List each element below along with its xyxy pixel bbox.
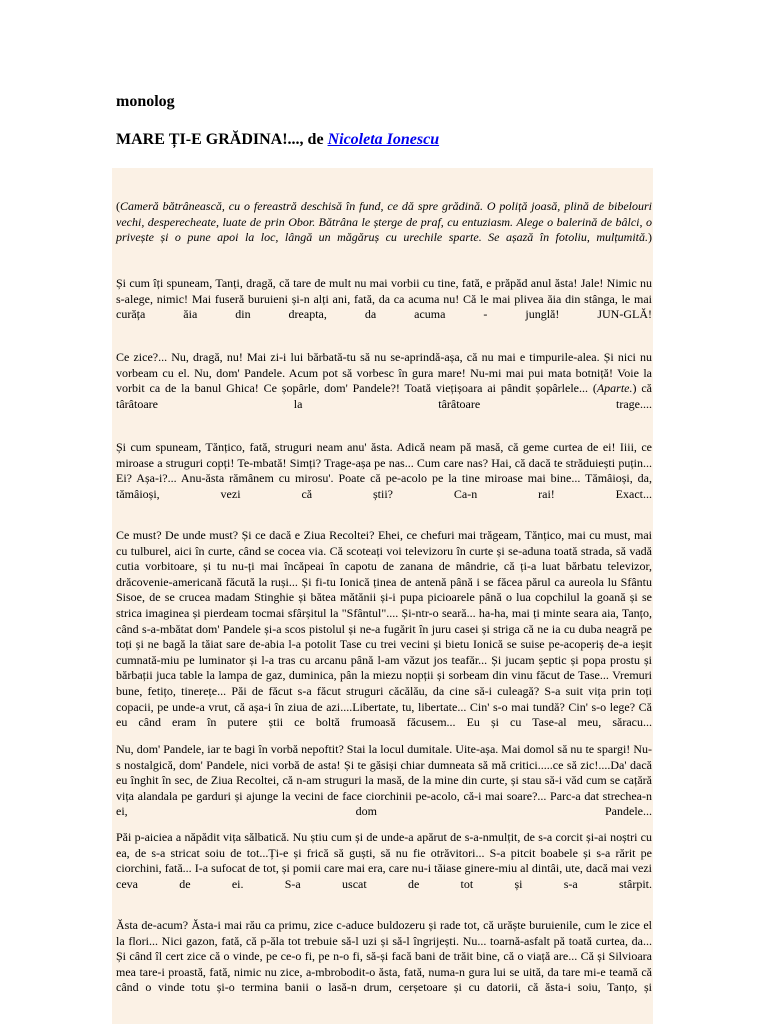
author-link[interactable]: Nicoleta Ionescu — [327, 131, 440, 148]
paragraph-2: Ce zice?... Nu, dragă, nu! Mai zi-i lui bărbată-tu să nu se-aprindă-așa, că nu mai e timpurile-alea. Și nici nu vorbeam cu el. Nu, dom' Pandele. Acum pot să vorbesc în gura mare! Nu-mi mai pui mata botniță! Voie la vorbit ca de la banul Ghica! Ce șopârle, dom' Pandele?! Toată viețișoara ai pândit șopârlele... (Aparte.) că târâtoare la târâtoare trage.... — [116, 350, 652, 411]
stage-direction: (Cameră bătrânească, cu o fereastră deschisă în fund, ce dă spre grădină. O poliță joasă, plină de bibelouri vechi, desperecheate, luate de prin Obor. Bătrâna le șterge de praf, cu entuziasm. Alege o balerină de bâlci, o privește și o pune apoi la loc, lângă un măgăruș cu urechile sparte. Se așază în fotoliu, mulțumită.) — [116, 199, 652, 245]
paragraph-3: Și cum spuneam, Tănțico, fată, struguri neam anu' ăsta. Adică neam pă masă, că geme curtea de ei! Iiii, ce miroase a struguri copți! Te-mbată! Simți? Trage-așa pe nas... Cum care nas? Hai, că dacă te străduiești puțin... Ei? Așa-i?... Anu-ăsta rămânem cu mirosu'. Poate că pe-acolo pe la tine miroase mai bine... Tămâioși, da, tămâioși, vezi că știi? Ca-n rai! Exact... — [116, 440, 652, 501]
paragraph-1: Și cum îți spuneam, Tanți, dragă, că tare de mult nu mai vorbii cu tine, fată, e prăpăd anul ăsta! Jale! Nimic nu s-alege, nimic! Mai fuseră buruieni și-n alți ani, fată, da ca acuma nu! Că le mai plivea ăia din stânga, le mai curăța ăia din dreapta, da acuma - junglă! JUN-GLĂ! — [116, 276, 652, 322]
content-panel — [112, 168, 653, 1024]
paragraph-6: Păi p-aiciea a năpădit vița sălbatică. Nu știu cum și de unde-a apărut de s-a-nmulțit, de s-a corcit și-ai noștri cu ea, de s-a stricat soiu de tot...Ți-e și frică să guști, să nu fie otrăvitori... S-a pitcit boabele și s-a rărit pe ciorchini, fată... I-a sufocat de tot, și pomii care mai era, care nu-i tăiase ginere-miu al dintâi, ute, dacă mai vezi ceva de ei. S-a uscat de tot și s-a stârpit. — [116, 830, 652, 891]
page-title — [116, 131, 439, 149]
paragraph-4: Ce must? De unde must? Și ce dacă e Ziua Recoltei? Ehei, ce chefuri mai trăgeam, Tănțico, mai cu must, mai cu tulburel, aici în curte, când se cocea via. Că scoteați voi televizoru în curte și se-aduna toată strada, să vadă cutia vorbitoare, și tu nu-ți mai încăpeai în capotu de zanana de mândrie, că ți-a luat bărbatu televizor, drăcovenie-americană făcută la ruși... Și fi-tu Ionică ținea de antenă până i se făcea părul ca aureola lu Sfântu Sisoe, de se crucea madam Stinghie și bătea mătănii și-i pupa picioarele până o lua copchilul la goană și se strica imaginea și pierdeam tocmai sfârșitul la "Sfântul".... Și-ntr-o seară... ha-ha, mai ți minte seara aia, Tanțo, când s-a-mbătat dom' Pandele și-a scos pistolul și ne-a fugărit în juru casei și striga că ne ia cu duba neagră pe toți și ne bagă la tăiat sare de-abia l-a potolit Tase cu trei vecini și bietu Ionică se suise pe-acoperiș de-a ieșit cumnată-miu pe luminator și l-a tras cu arcanu până l-am văzut jos teafăr... Și jucam șeptic și popa prostu și bărbații juca table la lampa de gaz, duminica, pân la miezu nopții și sorbeam din vinu făcut de Tase... Vremuri bune, fetițo, tinerețe... Păi de făcut s-a făcut struguri căcălău, da cine să-i culeagă? S-a suit vița prin toți copacii, pe unde-a vrut, că așa-i în ziua de azi....Libertate, tu, libertate... Cin' s-o mai tundă? Cin' s-o lege? Că eu când eram în putere știi ce boltă frumoasă făcusem... Eu și cu Tase-al meu, săracu... — [116, 528, 652, 730]
paragraph-5: Nu, dom' Pandele, iar te bagi în vorbă nepoftit? Stai la locul dumitale. Uite-așa. Mai domol să nu te spargi! Nu-s nostalgică, dom' Pandele, nici vorbă de asta! Și te găsiși chiar dumneata să mă critici.....ce să zic!....Da' dacă eu înghit în sec, de Ziua Recoltei, că n-am struguri la masă, de la mine din curte, și stau să-i văd cum se cațără vița alandala pe garduri și ajunge la vecini de face ciorchinii pe-acolo, că-i mai soare?... Parc-a dat strechea-n ei, dom Pandele... — [116, 742, 652, 819]
title-text: MARE ȚI-E GRĂDINA!..., de — [116, 131, 328, 148]
section-label: monolog — [116, 93, 175, 110]
paragraph-7: Ăsta de-acum? Ăsta-i mai rău ca primu, zice c-aduce buldozeru și rade tot, că urăște buruienile, cum le zice el la flori... Nici gazon, fată, că p-ăla tot trebuie să-l uzi și să-l îngrijești. Nu... toarnă-asfalt pă toată curtea, da... Și când îl cert zice că o vinde, pe ce-o fi, pe n-o fi, să-și facă bani de trăit bine, că o viață are... Că și Silvioara mea tare-i proastă, fată, nimic nu zice, a-mbrobodit-o ăsta, fată, numa-n gura lui se uită, da tare mi-e teamă că când o vinde totu și-o termina banii o lasă-n drum, cerșetoare și cu datorii, că ăsta-i soiu, Tanțo, și — [116, 918, 652, 995]
aside-note: Aparte. — [596, 381, 633, 396]
